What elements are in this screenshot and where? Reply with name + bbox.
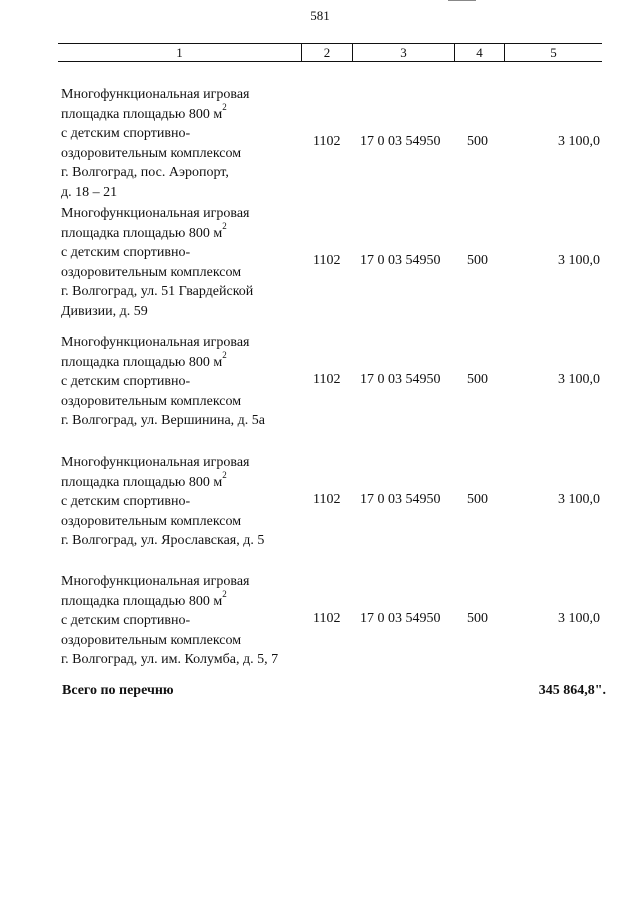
header-col-3: 3 [353,44,455,61]
cell-expense-type: 500 [467,492,488,507]
desc-line: оздоровительным комплексом [61,513,242,529]
cell-section-code: 1102 [313,253,341,268]
desc-line [61,469,311,493]
total-label: Всего по перечню [62,683,174,698]
cell-amount: 3 100,0 [558,253,600,268]
desc-line: Многофункциональная игровая [61,206,250,221]
desc-line: Многофункциональная игровая [61,455,250,470]
desc-line [61,349,311,373]
top-edge-mark [448,0,476,3]
desc-line: г. Волгоград, пос. Аэропорт, [61,165,229,181]
cell-expense-type: 500 [467,253,488,268]
desc-line: Многофункциональная игровая [61,87,250,102]
desc-line-text: площадка площадью 800 м [61,474,223,490]
desc-line: с детским спортивно- [61,374,191,390]
cell-expense-type: 500 [467,611,488,626]
row-description [61,333,311,431]
superscript: 2 [222,469,227,480]
desc-line: Многофункциональная игровая [61,574,250,589]
desc-line [61,101,311,125]
cell-section-code: 1102 [313,134,341,149]
desc-line-text: площадка площадью 800 м [61,593,223,609]
superscript: 2 [222,101,227,112]
row-description [61,204,311,322]
desc-line: г. Волгоград, ул. Вершинина, д. 5а [61,413,265,429]
header-col-4: 4 [455,44,505,61]
cell-section-code: 1102 [313,492,341,507]
desc-line: с детским спортивно- [61,613,191,629]
superscript: 2 [222,588,227,599]
cell-target-article: 17 0 03 54950 [360,134,441,149]
cell-amount: 3 100,0 [558,134,600,149]
page-number: 581 [310,8,330,23]
total-value: 345 864,8". [538,683,606,698]
desc-line [61,220,311,244]
desc-line: г. Волгоград, ул. им. Колумба, д. 5, 7 [61,652,279,668]
row-description [61,453,311,551]
cell-expense-type: 500 [467,372,488,387]
header-col-2: 2 [302,44,353,61]
desc-line: г. Волгоград, ул. Ярославская, д. 5 [61,533,265,549]
desc-line: Многофункциональная игровая [61,335,250,350]
cell-target-article: 17 0 03 54950 [360,253,441,268]
desc-line: оздоровительным комплексом [61,393,242,409]
header-col-1: 1 [58,44,302,61]
cell-target-article: 17 0 03 54950 [360,492,441,507]
desc-line: с детским спортивно- [61,494,191,510]
desc-line: оздоровительным комплексом [61,264,242,280]
cell-expense-type: 500 [467,134,488,149]
cell-amount: 3 100,0 [558,372,600,387]
row-description [61,572,311,670]
header-col-5: 5 [550,45,557,60]
row-description [61,85,311,203]
cell-section-code: 1102 [313,372,341,387]
desc-line: с детским спортивно- [61,126,191,142]
desc-line: г. Волгоград, ул. 51 Гвардейской [61,284,254,300]
superscript: 2 [222,220,227,231]
superscript: 2 [222,349,227,360]
cell-target-article: 17 0 03 54950 [360,611,441,626]
desc-line [61,588,311,612]
desc-line: оздоровительным комплексом [61,145,242,161]
cell-amount: 3 100,0 [558,611,600,626]
table-header [58,43,602,62]
cell-section-code: 1102 [313,611,341,626]
desc-line-text: площадка площадью 800 м [61,354,223,370]
desc-line: оздоровительным комплексом [61,632,242,648]
desc-line-text: площадка площадью 800 м [61,106,223,122]
desc-line: Дивизии, д. 59 [61,303,148,319]
cell-amount: 3 100,0 [558,492,600,507]
desc-line: с детским спортивно- [61,245,191,261]
desc-line: д. 18 – 21 [61,184,118,200]
cell-target-article: 17 0 03 54950 [360,372,441,387]
desc-line-text: площадка площадью 800 м [61,225,223,241]
